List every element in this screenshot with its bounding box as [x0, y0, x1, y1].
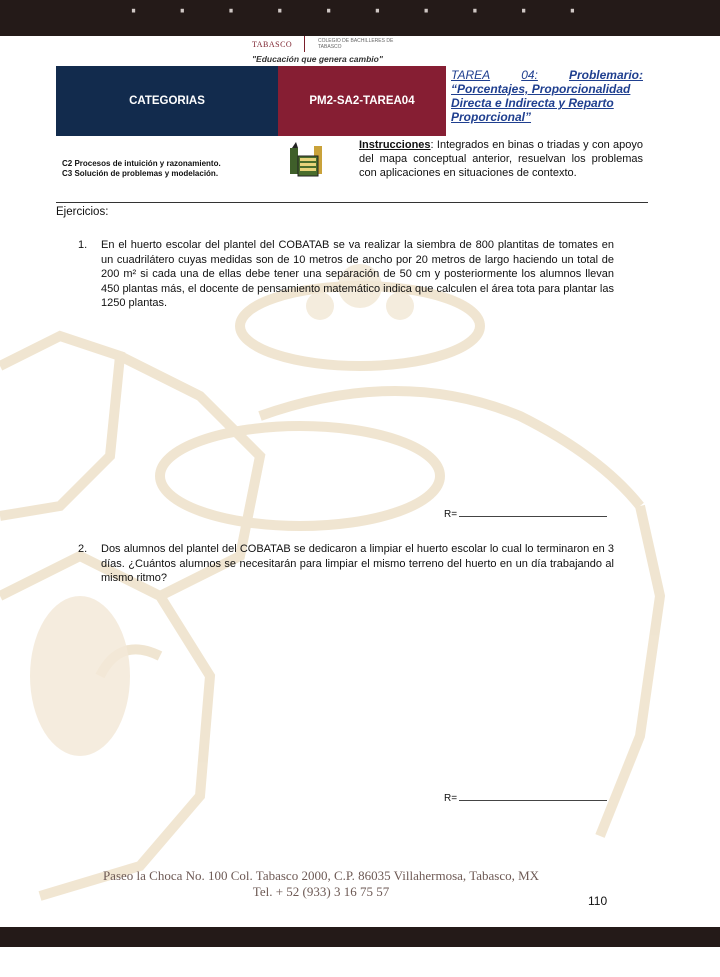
books-icon	[286, 140, 330, 182]
dark-top-bar	[0, 0, 720, 36]
question-1	[78, 238, 614, 311]
instructions	[359, 138, 643, 180]
answer-field-2[interactable]	[444, 792, 607, 804]
answer-label: R=	[444, 509, 458, 520]
instructions-label: Instrucciones	[359, 139, 431, 151]
competency-item: C2 Procesos de intuición y razonamiento.	[62, 159, 221, 168]
address-line: Paseo la Choca No. 100 Col. Tabasco 2000, C.P. 86035 Villahermosa, Tabasco, MX	[102, 868, 540, 883]
document-page	[0, 36, 720, 927]
task-number: 04:	[521, 68, 538, 82]
instructions-text: : Integrados en binas o triadas y con apoyo del mapa conceptual anterior, resuelvan los problemas con aplicaciones en situaciones de contexto.	[359, 139, 643, 179]
categories-header-cell: CATEGORIAS	[56, 66, 278, 136]
task-title-b: “Porcentajes, Proporcionalidad Directa e Indirecta y Reparto Proporcional”	[451, 82, 631, 124]
competency-item: C3 Solución de problemas y modelación.	[62, 169, 219, 178]
exercises-heading: Ejercicios:	[56, 206, 109, 218]
page-number: 110	[588, 894, 608, 908]
question-2	[78, 542, 614, 586]
task-code-cell: PM2-SA2-TAREA04	[278, 66, 446, 136]
colegio-logo-text: COLEGIO DE BACHILLERES DE TABASCO	[318, 38, 394, 50]
footer-address	[76, 868, 566, 900]
task-title	[451, 68, 643, 124]
answer-field-1[interactable]	[444, 508, 607, 520]
tabasco-logo: TABASCO	[252, 40, 293, 49]
question-number: 2.	[78, 543, 88, 555]
cropped-top-decoration: · · · · · · · · · ·	[127, 0, 593, 28]
motto: "Educación que genera cambio"	[252, 54, 383, 64]
answer-label: R=	[444, 793, 458, 804]
competencies-list	[62, 159, 221, 179]
question-text: Dos alumnos del plantel del COBATAB se dedicaron a limpiar el huerto escolar lo cual lo terminaron en 3 días. ¿Cuántos alumnos se necesitarán para limpiar el mismo terreno del huerto en un día trabajando al mismo ritmo?	[101, 543, 614, 584]
question-text: En el huerto escolar del plantel del COBATAB se va realizar la siembra de 800 plantitas de tomates en un cuadrilátero cuyas medidas son de 10 metros de ancho por 20 metros de largo haciendo un total de 200 m² si cada una de ellas debe tener una separación de 50 cm y posteriormente los alumnos llevan 450 plantas más, el docente de pensamiento matemático indica que calculen el área tota para plantar las 1250 plantas.	[101, 239, 614, 309]
answer-line[interactable]	[459, 508, 607, 517]
dark-bottom-bar	[0, 927, 720, 947]
question-number: 1.	[78, 239, 88, 251]
phone-line: Tel. + 52 (933) 3 16 75 57	[252, 884, 390, 899]
answer-line[interactable]	[459, 792, 607, 801]
task-label: TAREA	[451, 68, 491, 82]
divider	[56, 202, 648, 203]
task-title-a: Problemario:	[568, 68, 643, 82]
logo-divider	[304, 36, 305, 52]
